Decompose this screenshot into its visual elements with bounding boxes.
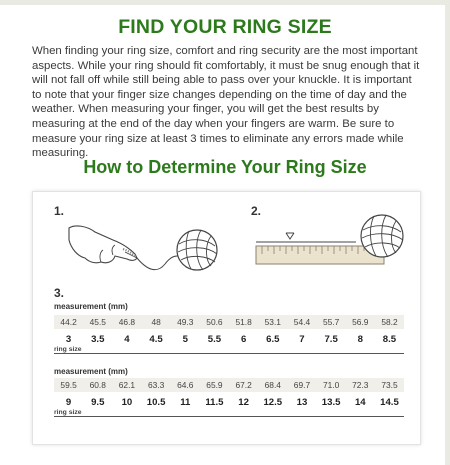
measurement-cell: 58.2: [381, 317, 398, 327]
ring-size-guide-card: [32, 191, 421, 445]
ring-size-row: [54, 332, 404, 346]
ring-size-cell: 4: [124, 333, 130, 345]
ring-size-cell: 12: [238, 396, 249, 408]
ring-size-cell: 11: [180, 396, 191, 408]
measurement-cell: 48: [151, 317, 161, 327]
measurement-cell: 73.5: [381, 380, 398, 390]
measurement-cell: 44.2: [60, 317, 77, 327]
divider-line: [54, 353, 404, 354]
ring-size-label: ring size: [54, 409, 82, 416]
right-border: [445, 0, 450, 465]
measurement-cell: 65.9: [206, 380, 223, 390]
measurement-cell: 46.8: [118, 317, 136, 327]
measurement-cell: 60.8: [89, 380, 106, 390]
ring-size-cell: 10: [121, 396, 133, 408]
measurement-cell: 53.1: [264, 317, 281, 327]
ring-size-cell: 9.5: [91, 396, 105, 408]
measurement-cell: 64.6: [177, 380, 194, 390]
ring-size-cell: 9: [65, 396, 72, 408]
measurement-cell: 68.4: [264, 380, 281, 390]
measurement-row: [54, 378, 404, 392]
ring-size-cell: 6.5: [266, 333, 280, 345]
step-3-number: 3.: [54, 286, 65, 300]
ring-size-cell: 5: [182, 333, 188, 345]
ring-size-row: [54, 395, 404, 409]
measurement-cell: 50.6: [206, 317, 223, 327]
ring-size-cell: 13.5: [321, 396, 341, 408]
measurement-cell: 55.7: [322, 317, 340, 327]
measurement-cell: 63.3: [147, 380, 165, 390]
measurement-cell: 54.4: [293, 317, 311, 327]
ring-size-cell: 14: [354, 396, 366, 408]
ring-size-cell: 14.5: [380, 396, 399, 408]
ring-size-cell: 7: [299, 333, 305, 345]
measurement-row: [54, 315, 404, 329]
measurement-cell: 45.5: [89, 317, 106, 327]
measurement-label: measurement (mm): [54, 302, 128, 311]
ring-size-cell: 8.5: [382, 333, 397, 345]
measurement-cell: 59.5: [60, 380, 77, 390]
yarn-ball-icon: [177, 230, 217, 270]
top-border: [0, 0, 450, 5]
measurement-cell: 69.7: [293, 380, 311, 390]
pointing-hand-icon: [69, 226, 137, 263]
ring-size-cell: 12.5: [263, 396, 283, 408]
ring-size-cell: 7.5: [324, 333, 338, 345]
ruler-and-yarn-illustration: [248, 208, 413, 278]
measurement-cell: 67.2: [235, 380, 252, 390]
measurement-cell: 62.1: [118, 380, 136, 390]
page-title: FIND YOUR RING SIZE: [118, 16, 332, 38]
measurement-cell: 51.8: [235, 317, 252, 327]
ring-size-cell: 3: [65, 333, 72, 345]
measurement-cell: 49.3: [177, 317, 194, 327]
ring-size-cell: 4.5: [149, 333, 163, 345]
finger-and-yarn-illustration: [65, 214, 225, 284]
yarn-ball-icon: [361, 215, 403, 257]
divider-line: [54, 416, 404, 417]
ring-size-label: ring size: [54, 346, 82, 353]
measurement-cell: 72.3: [352, 380, 369, 390]
step-2-number: 2.: [251, 204, 262, 218]
measurement-label: measurement (mm): [54, 367, 128, 376]
measurement-cell: 56.9: [352, 317, 369, 327]
measurement-cell: 71.0: [322, 380, 340, 390]
section-title: How to Determine Your Ring Size: [83, 157, 367, 177]
ring-size-cell: 10.5: [146, 396, 166, 408]
ring-size-cell: 3.5: [91, 333, 105, 345]
intro-paragraph: When finding your ring size, comfort and ring security are the most important aspects. While your ring should fit comfortably, it must be snug enough that it will not fall off while still being able to pass over your knuckle. It is important to note that your finger size changes depending on the time of day and the weather. When measuring your finger, you will get the best results by measuring at the end of the day when your fingers are warm. Be sure to measure your ring size at least 3 times to eliminate any errors made while measuring.: [32, 45, 420, 160]
ring-size-cell: 5.5: [207, 333, 222, 345]
ring-size-cell: 8: [357, 333, 363, 345]
step-1-number: 1.: [54, 204, 65, 218]
ring-size-cell: 11.5: [205, 396, 224, 408]
ring-size-cell: 13: [296, 396, 308, 408]
ring-size-cell: 6: [240, 333, 247, 345]
